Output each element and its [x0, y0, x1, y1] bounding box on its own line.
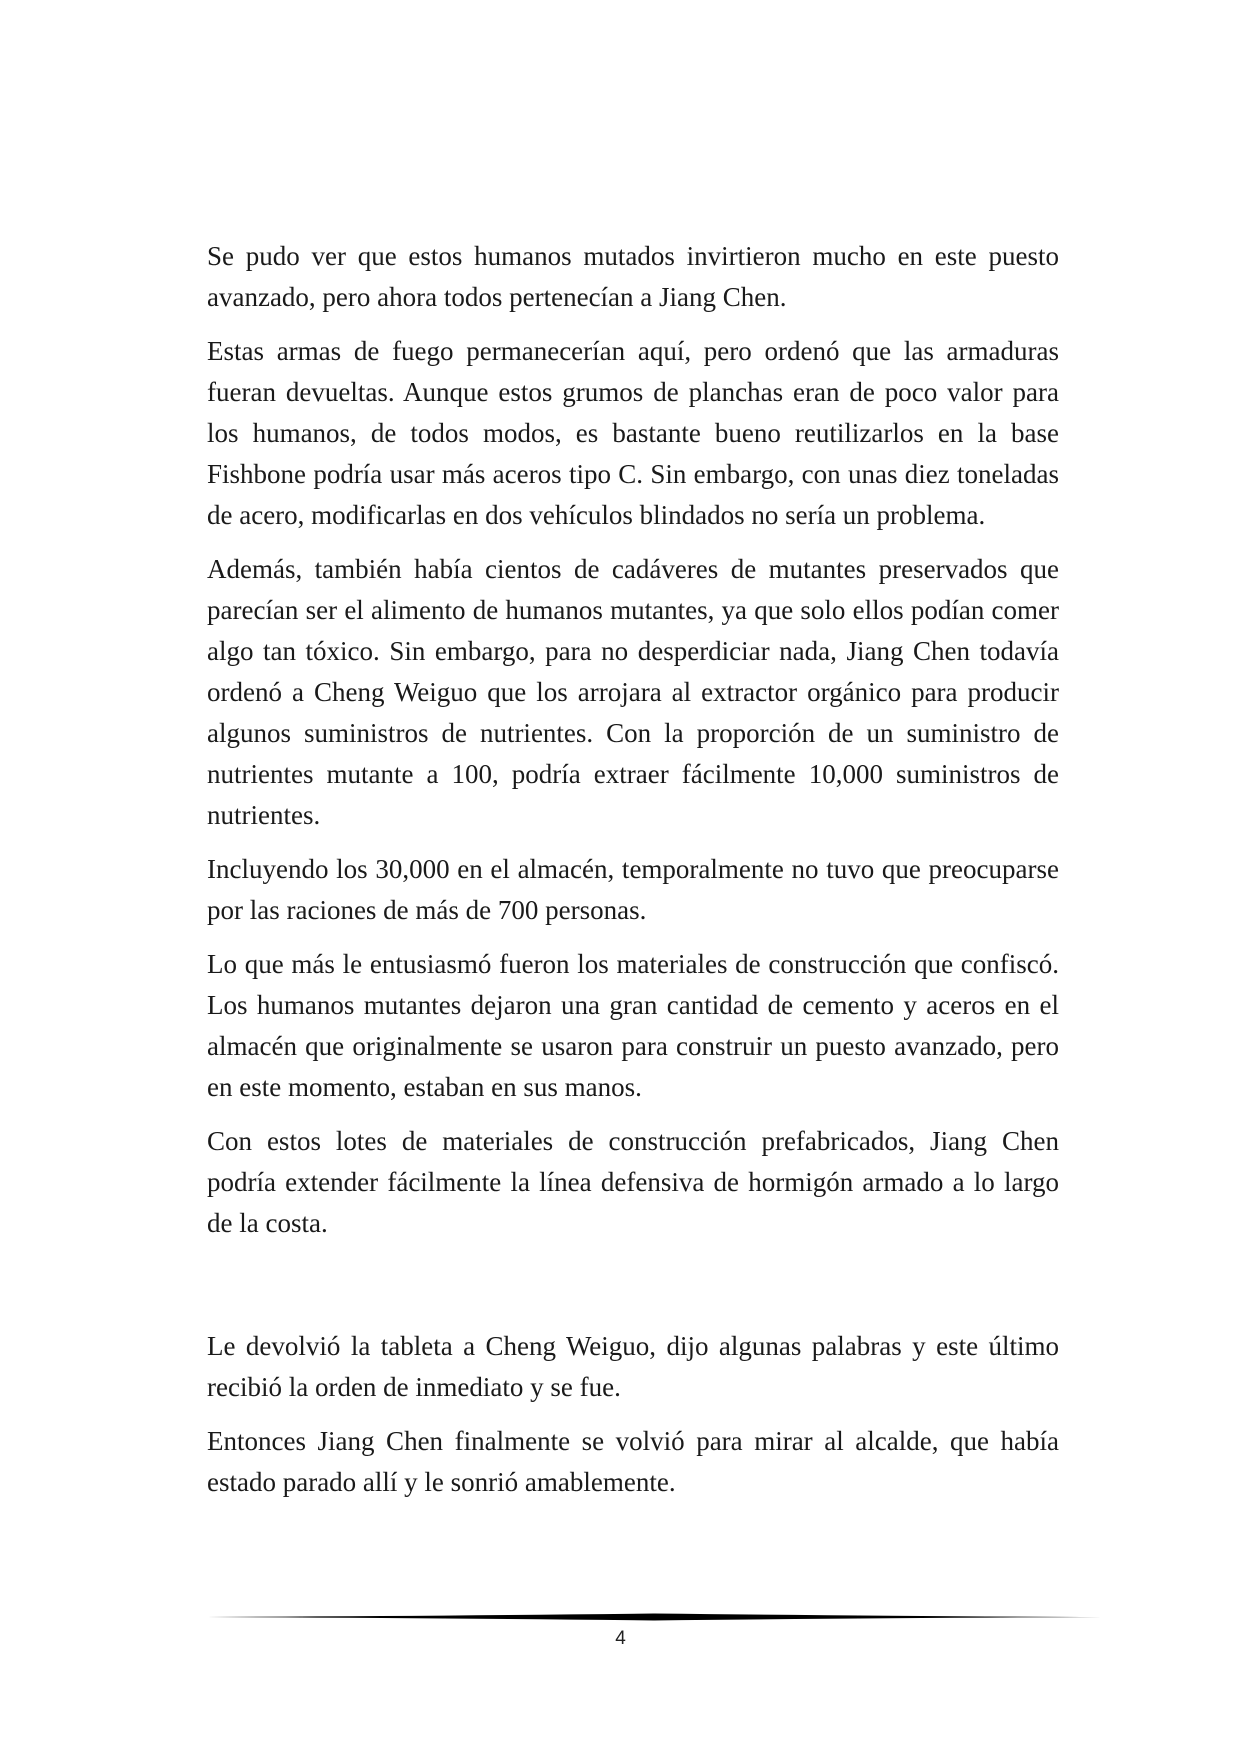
paragraph-2: Estas armas de fuego permanecerían aquí, pero ordenó que las armaduras fueran devueltas. Aunque estos grumos de planchas eran de poco valor para los humanos, de todos modos, es bastante bueno reutilizarlos en la base Fishbone podría usar más aceros tipo C. Sin embargo, con unas diez toneladas de acero, modificarlas en dos vehículos blindados no sería un problema.	[207, 336, 1059, 530]
footer-divider	[207, 1612, 1102, 1622]
paragraph-8: Entonces Jiang Chen finalmente se volvió para mirar al alcalde, que había estado parado allí y le sonrió amablemente.	[207, 1426, 1059, 1497]
paragraph-4: Incluyendo los 30,000 en el almacén, temporalmente no tuvo que preocuparse por las raciones de más de 700 personas.	[207, 854, 1059, 925]
page-number: 4	[615, 1628, 626, 1649]
paragraph-5: Lo que más le entusiasmó fueron los materiales de construcción que confiscó. Los humanos mutantes dejaron una gran cantidad de cemento y aceros en el almacén que originalmente se usaron para construir un puesto avanzado, pero en este momento, estaban en sus manos.	[207, 949, 1059, 1102]
paragraph-1: Se pudo ver que estos humanos mutados invirtieron mucho en este puesto avanzado, pero ahora todos pertenecían a Jiang Chen.	[207, 241, 1059, 312]
paragraph-6: Con estos lotes de materiales de construcción prefabricados, Jiang Chen podría extender fácilmente la línea defensiva de hormigón armado a lo largo de la costa.	[207, 1126, 1059, 1238]
body-text	[207, 236, 1059, 1516]
paragraph-7: Le devolvió la tableta a Cheng Weiguo, dijo algunas palabras y este último recibió la orden de inmediato y se fue.	[207, 1331, 1059, 1402]
paragraph-3: Además, también había cientos de cadáveres de mutantes preservados que parecían ser el alimento de humanos mutantes, ya que solo ellos podían comer algo tan tóxico. Sin embargo, para no desperdiciar nada, Jiang Chen todavía ordenó a Cheng Weiguo que los arrojara al extractor orgánico para producir algunos suministros de nutrientes. Con la proporción de un suministro de nutrientes mutante a 100, podría extraer fácilmente 10,000 suministros de nutrientes.	[207, 554, 1059, 830]
